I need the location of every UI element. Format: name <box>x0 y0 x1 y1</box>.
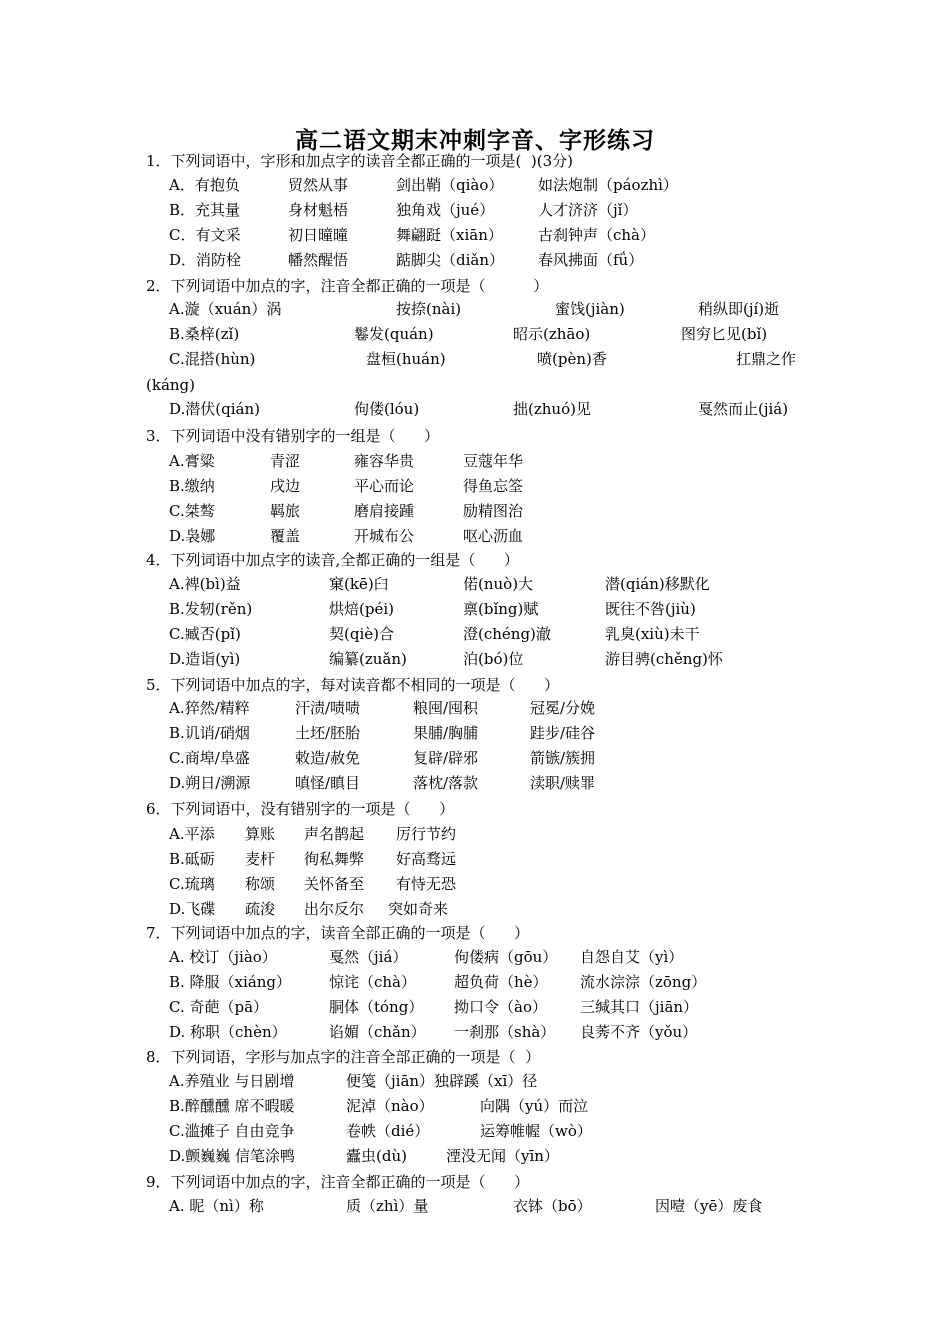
q7-option-d-2: 谄媚（chǎn） <box>329 1023 426 1041</box>
q7-option-b-4: 流水淙淙（zōng） <box>580 973 707 991</box>
question-9-stem: 9．下列词语中加点的字，注音全都正确的一项是（ ） <box>146 1173 530 1191</box>
q7-option-d-3: 一刹那（shà） <box>454 1023 556 1041</box>
q6-option-b-2: 麦杆 <box>245 850 276 868</box>
q1-option-c-2: 初日曈曈 <box>288 226 349 244</box>
q5-option-b-3: 果脯/胸脯 <box>413 724 479 742</box>
question-7-stem: 7．下列词语中加点的字，读音全部正确的一项是（ ） <box>146 924 530 942</box>
q4-option-a-1: A.裨(bì)益 <box>169 575 241 593</box>
q1-option-d-3: 踮脚尖（diǎn） <box>396 251 505 269</box>
q2-option-a-1: A.漩（xuán）涡 <box>169 300 282 318</box>
q4-option-d-2: 编纂(zuǎn) <box>329 650 407 668</box>
q2-option-a-2: 按捺(nài) <box>396 300 462 318</box>
q4-option-c-1: C.臧否(pǐ) <box>169 625 241 643</box>
q4-option-c-4: 乳臭(xiù)未干 <box>605 625 700 643</box>
q8-option-d-1: D.颤巍巍 信笔涂鸭 <box>169 1147 296 1165</box>
q6-option-c-3: 关怀备至 <box>304 875 365 893</box>
q2-option-a-4: 稍纵即(jí)逝 <box>698 300 780 318</box>
q6-option-a-4: 厉行节约 <box>396 825 457 843</box>
q2-option-d-1: D.潜伏(qián) <box>169 400 260 418</box>
q2-option-c-3: 喷(pèn)香 <box>537 350 607 368</box>
q7-option-c-3: 拗口令（ào） <box>454 998 547 1016</box>
question-3-stem: 3．下列词语中没有错别字的一组是（ ） <box>146 427 440 445</box>
q3-option-b-4: 得鱼忘筌 <box>463 477 524 495</box>
q3-option-a-2: 青涩 <box>270 452 301 470</box>
q7-option-b-2: 惊诧（chà） <box>329 973 417 991</box>
q5-option-a-4: 冠冕/分娩 <box>530 699 596 717</box>
q2-option-c-4: 扛鼎之作 <box>736 350 797 368</box>
q2-option-c-1: C.混搭(hùn) <box>169 350 256 368</box>
question-4-stem: 4．下列词语中加点字的读音,全都正确的一组是（ ） <box>146 551 519 569</box>
q6-option-c-2: 称颂 <box>245 875 276 893</box>
q5-option-b-4: 跬步/硅谷 <box>530 724 596 742</box>
q6-option-d-2: 疏浚 <box>245 900 276 918</box>
question-5-stem: 5．下列词语中加点的字，每对读音都不相同的一项是（ ） <box>146 676 560 694</box>
q5-option-a-1: A.猝然/精粹 <box>169 699 250 717</box>
q7-option-a-2: 戛然（jiá） <box>329 948 408 966</box>
q6-option-a-3: 声名鹊起 <box>304 825 365 843</box>
q6-option-c-1: C.琉璃 <box>169 875 215 893</box>
q3-option-c-1: C.桀骜 <box>169 502 215 520</box>
q4-option-c-3: 澄(chéng)澈 <box>463 625 551 643</box>
q2-option-b-4: 图穷匕见(bǐ) <box>681 325 768 343</box>
q4-option-b-4: 既往不咎(jiù) <box>605 600 696 618</box>
q4-option-d-4: 游目骋(chěng)怀 <box>605 650 723 668</box>
q7-option-a-4: 自怨自艾（yì） <box>580 948 684 966</box>
q5-option-c-3: 复辟/辟邪 <box>413 749 479 767</box>
question-6-stem: 6．下列词语中，没有错别字的一项是（ ） <box>146 800 455 818</box>
q5-option-d-2: 嗔怪/瞋目 <box>295 774 361 792</box>
q8-option-a-1: A.养殖业 与日剧增 <box>169 1072 295 1090</box>
q9-option-a-4: 因噎（yē）废食 <box>655 1197 763 1215</box>
question-2-stem: 2．下列词语中加点的字，注音全都正确的一项是（ ） <box>146 277 549 295</box>
q4-option-d-1: D.造诣(yì) <box>169 650 241 668</box>
q3-option-c-4: 励精图治 <box>463 502 524 520</box>
q3-option-a-3: 雍容华贵 <box>354 452 415 470</box>
q5-option-d-1: D.朔日/溯源 <box>169 774 251 792</box>
q2-option-a-3: 蜜饯(jiàn) <box>555 300 625 318</box>
q9-option-a-2: 质（zhì）量 <box>346 1197 429 1215</box>
q5-option-c-1: C.商埠/阜盛 <box>169 749 250 767</box>
q1-option-c-1: C．有文采 <box>169 226 241 244</box>
q7-option-c-1: C. 奇葩（pā） <box>169 998 269 1016</box>
q7-option-a-3: 佝偻病（gōu） <box>454 948 558 966</box>
q8-option-d-3: 湮没无闻（yīn） <box>446 1147 559 1165</box>
q6-option-c-4: 有恃无恐 <box>396 875 457 893</box>
q4-option-b-1: B.发轫(rěn) <box>169 600 253 618</box>
q8-option-c-3: 运筹帷幄（wò） <box>480 1122 592 1140</box>
q8-option-b-2: 泥淖（nào） <box>346 1097 434 1115</box>
q6-option-a-2: 算账 <box>245 825 276 843</box>
q5-option-b-2: 土坯/胚胎 <box>295 724 361 742</box>
q6-option-d-3: 出尔反尔 <box>304 900 365 918</box>
q5-option-d-4: 渎职/赎罪 <box>530 774 596 792</box>
q6-option-b-3: 徇私舞弊 <box>304 850 365 868</box>
q9-option-a-1: A. 昵（nì）称 <box>169 1197 264 1215</box>
q8-option-b-3: 向隅（yú）而泣 <box>480 1097 589 1115</box>
q5-option-c-4: 箭镞/簇拥 <box>530 749 596 767</box>
q1-option-b-3: 独角戏（jué） <box>396 201 495 219</box>
q6-option-b-4: 好高骛远 <box>396 850 457 868</box>
q7-option-d-1: D. 称职（chèn） <box>169 1023 287 1041</box>
q3-option-a-1: A.膏粱 <box>169 452 215 470</box>
q2-option-d-3: 拙(zhuó)见 <box>513 400 591 418</box>
q3-option-a-4: 豆蔻年华 <box>463 452 524 470</box>
q4-option-a-3: 偌(nuò)大 <box>463 575 534 593</box>
q3-option-c-2: 羁旅 <box>270 502 301 520</box>
q1-option-a-2: 贸然从事 <box>288 176 349 194</box>
q2-option-b-2: 鬈发(quán) <box>354 325 434 343</box>
q2-option-d-4: 戛然而止(jiá) <box>698 400 789 418</box>
q1-option-c-3: 舞翩跹（xiān） <box>396 226 503 244</box>
q7-option-c-2: 胴体（tóng） <box>329 998 424 1016</box>
q8-option-b-1: B.醉醺醺 席不暇暖 <box>169 1097 295 1115</box>
q1-option-b-1: B．充其量 <box>169 201 241 219</box>
q7-option-c-4: 三缄其口（jiān） <box>580 998 699 1016</box>
q1-option-b-2: 身材魁梧 <box>288 201 349 219</box>
q1-option-a-1: A．有抱负 <box>169 176 240 194</box>
q4-option-b-2: 烘焙(péi) <box>329 600 394 618</box>
q8-option-c-2: 卷帙（dié） <box>346 1122 430 1140</box>
q3-option-d-1: D.袅娜 <box>169 527 216 545</box>
q1-option-d-1: D．消防栓 <box>169 251 242 269</box>
q5-option-a-3: 粮囤/囤积 <box>413 699 479 717</box>
q8-option-c-1: C.滥摊子 自由竞争 <box>169 1122 295 1140</box>
q2-option-b-1: B.桑梓(zǐ) <box>169 325 240 343</box>
question-8-stem: 8．下列词语，字形与加点字的注音全部正确的一项是（ ） <box>146 1048 541 1066</box>
q4-option-a-2: 窠(kē)臼 <box>329 575 389 593</box>
q2-option-c-2: 盘桓(huán) <box>366 350 446 368</box>
q7-option-b-1: B. 降服（xiáng） <box>169 973 292 991</box>
q5-option-b-1: B.讥诮/硝烟 <box>169 724 250 742</box>
q3-option-b-2: 戌边 <box>270 477 301 495</box>
q8-option-d-2: 蠹虫(dù) <box>346 1147 407 1165</box>
q6-option-a-1: A.平添 <box>169 825 215 843</box>
q2-option-b-3: 昭示(zhāo) <box>513 325 591 343</box>
q3-option-b-3: 平心而论 <box>354 477 415 495</box>
q7-option-a-1: A. 校订（jiào） <box>169 948 277 966</box>
q4-option-b-3: 禀(bǐng)赋 <box>463 600 539 618</box>
q1-option-b-4: 人才济济（jǐ） <box>538 201 638 219</box>
q1-option-d-2: 幡然醒悟 <box>288 251 349 269</box>
q7-option-d-4: 良莠不齐（yǒu） <box>580 1023 698 1041</box>
q1-option-d-4: 春风拂面（fǘ） <box>538 251 644 269</box>
q1-option-a-3: 剑出鞘（qiào） <box>396 176 504 194</box>
q7-option-b-3: 超负荷（hè） <box>454 973 548 991</box>
q5-option-d-3: 落枕/落款 <box>413 774 479 792</box>
q5-option-c-2: 敕造/赦免 <box>295 749 361 767</box>
q2-option-d-2: 佝偻(lóu) <box>354 400 420 418</box>
q1-option-a-4: 如法炮制（páozhì） <box>538 176 678 194</box>
q4-option-c-2: 契(qiè)合 <box>329 625 394 643</box>
q8-option-a-2: 便笺（jiān）独辟蹊（xī）径 <box>346 1072 538 1090</box>
q3-option-c-3: 磨肩接踵 <box>354 502 415 520</box>
q4-option-d-3: 泊(bó)位 <box>463 650 524 668</box>
q5-option-a-2: 汗渍/啧啧 <box>295 699 361 717</box>
q6-option-d-4: 突如奇来 <box>388 900 449 918</box>
q1-option-c-4: 古刹钟声（chà） <box>538 226 656 244</box>
q3-option-d-4: 呕心沥血 <box>463 527 524 545</box>
q2-option-c-wrap: (káng) <box>146 376 195 394</box>
q3-option-d-2: 覆盖 <box>270 527 301 545</box>
q9-option-a-3: 衣钵（bō） <box>513 1197 592 1215</box>
q4-option-a-4: 潜(qián)移默化 <box>605 575 710 593</box>
q6-option-b-1: B.砥砺 <box>169 850 215 868</box>
question-1-stem: 1．下列词语中，字形和加点字的读音全都正确的一项是( )(3分) <box>146 152 574 170</box>
q3-option-b-1: B.缴纳 <box>169 477 215 495</box>
page-title: 高二语文期末冲刺字音、字形练习 <box>295 127 655 154</box>
q3-option-d-3: 开城布公 <box>354 527 415 545</box>
q6-option-d-1: D.飞碟 <box>169 900 216 918</box>
